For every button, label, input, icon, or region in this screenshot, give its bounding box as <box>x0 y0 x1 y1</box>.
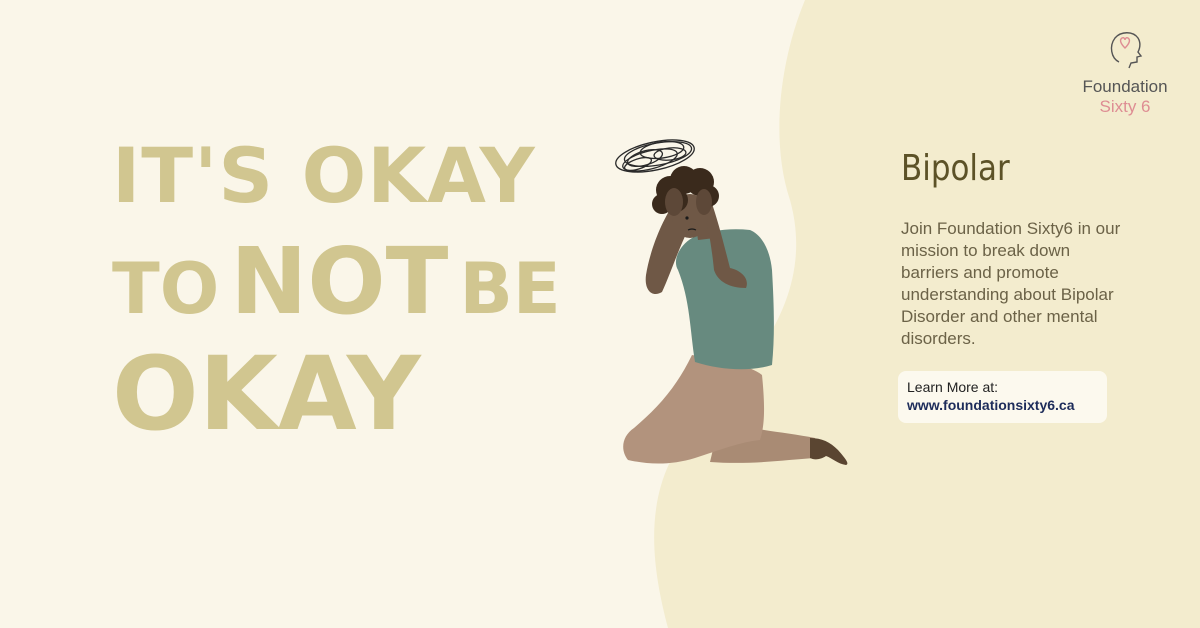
eye <box>685 216 688 219</box>
headline-word-not: NOT <box>230 228 449 335</box>
learn-more-box <box>898 371 1107 423</box>
foundation-logo[interactable] <box>1070 28 1180 117</box>
learn-more-label: Learn More at: <box>907 379 999 395</box>
headline-line-1: IT'S OKAY <box>112 131 536 220</box>
topic-title: Bipolar <box>901 148 1010 189</box>
distressed-person-illustration <box>600 120 860 480</box>
hand-right <box>696 189 712 215</box>
head-heart-logo-icon <box>1105 28 1145 70</box>
headline-line-3: OKAY <box>112 335 421 454</box>
logo-subname: Sixty 6 <box>1099 97 1151 116</box>
mission-text: Join Foundation Sixty6 in our mission to break down barriers and promote understanding about Bipolar Disorder and other mental disorders. <box>901 219 1121 348</box>
hand-left <box>665 188 683 216</box>
headline <box>112 131 561 454</box>
foot <box>810 438 847 465</box>
headline-word-to: TO <box>112 248 220 330</box>
headline-word-be: BE <box>459 248 561 330</box>
headline-line-2 <box>112 228 561 335</box>
logo-name: Foundation <box>1082 77 1168 96</box>
website-link[interactable]: www.foundationsixty6.ca <box>907 397 1075 413</box>
